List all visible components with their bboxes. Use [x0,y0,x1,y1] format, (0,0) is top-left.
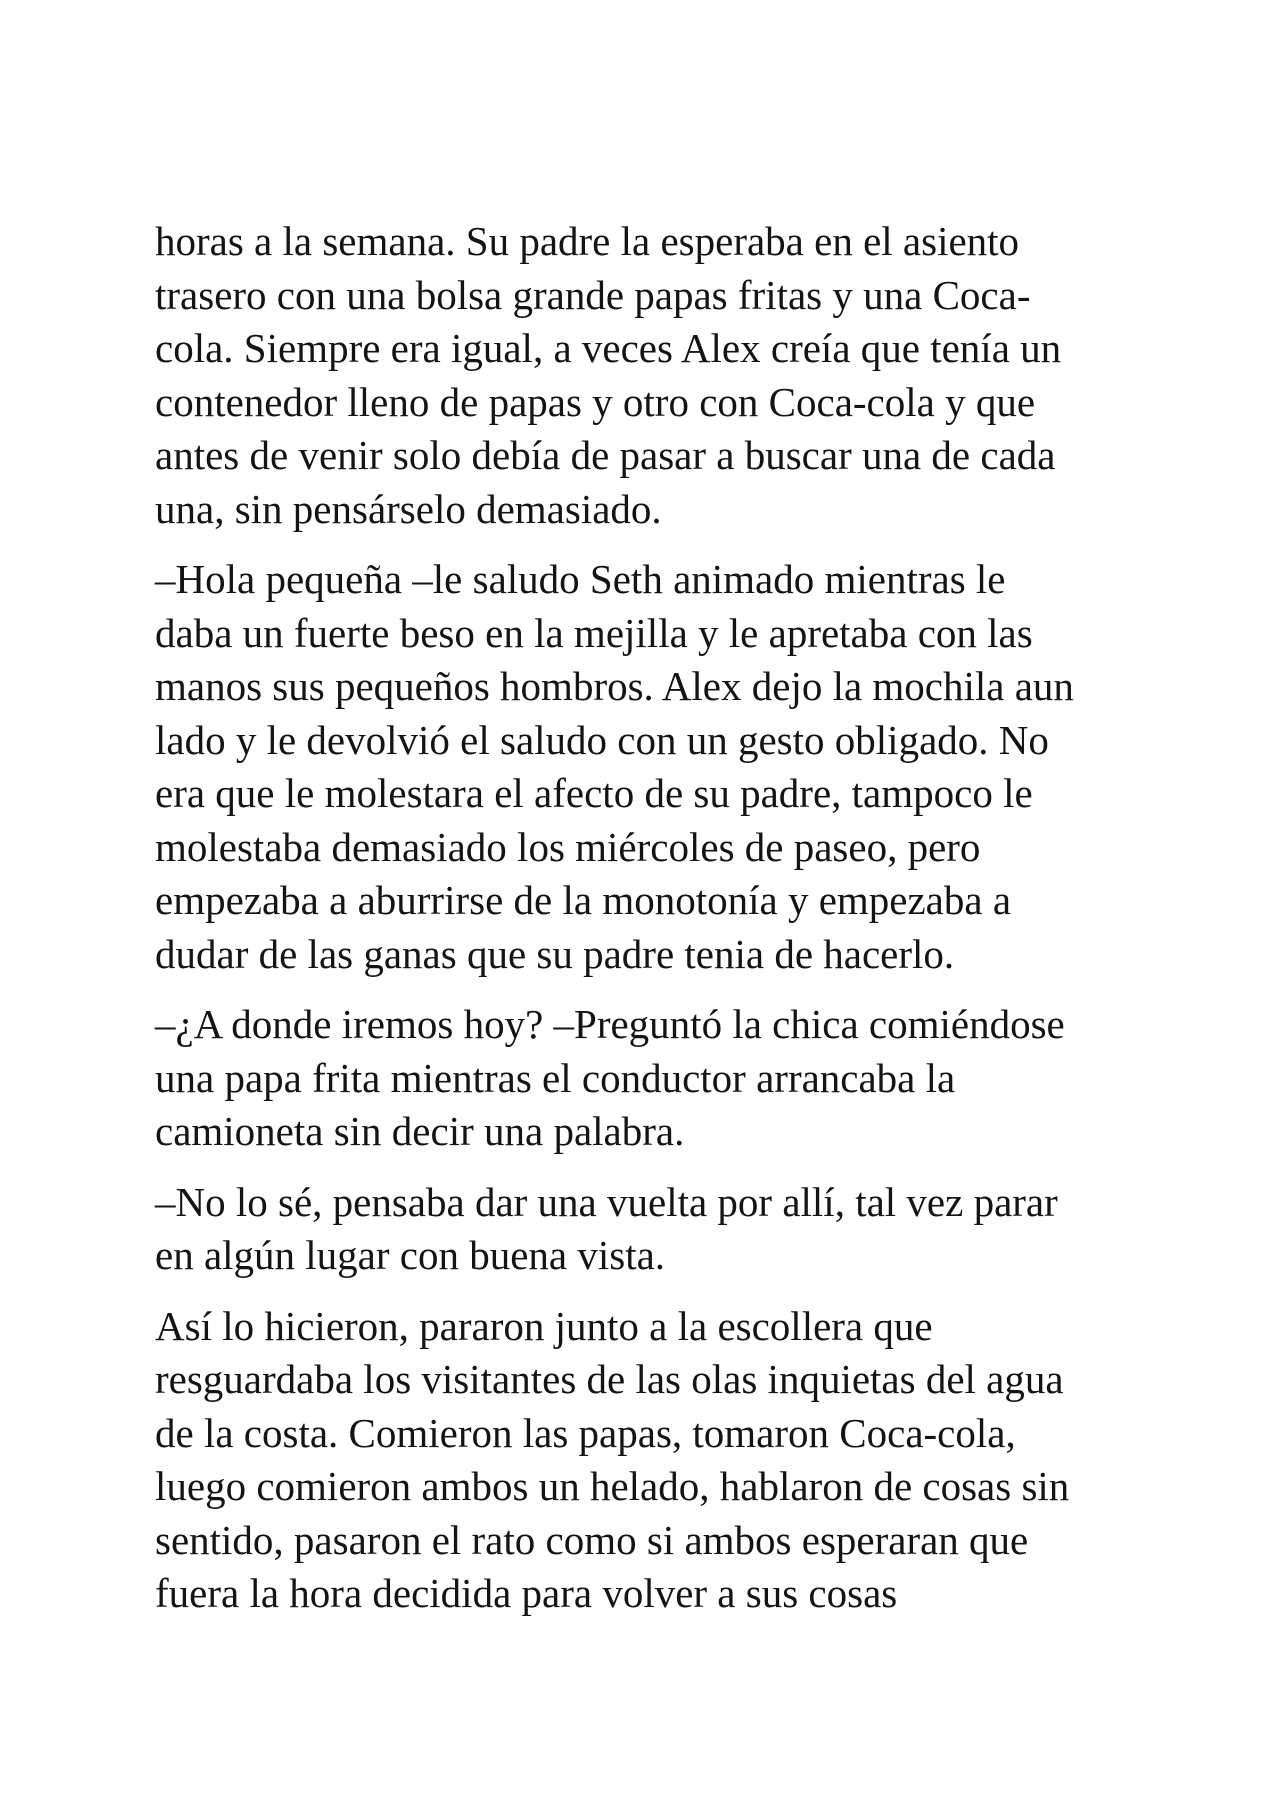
text-line: resguardaba los visitantes de las olas inquietas del agua [155,1356,1064,1402]
text-line: lado y le devolvió el saludo con un gesto obligado. No [155,716,1049,763]
text-line: de la costa. Comieron las papas, tomaron Coca-cola, [155,1409,1016,1456]
text-line: cola. Siempre era igual, a veces Alex creía que tenía un [155,325,1062,371]
paragraph-4 [155,1176,1135,1283]
text-line: molestaba demasiado los miércoles de paseo, pero [155,823,981,870]
text-line: trasero con una bolsa grande papas fritas y una Coca- [155,271,1031,318]
text-line: contenedor lleno de papas y otro con Coca-cola y que [155,378,1036,425]
text-line: –Hola pequeña –le saludo Seth animado mientras le [155,556,1006,602]
text-line: era que le molestara el afecto de su padre, tampoco le [155,770,1033,816]
text-line: una papa frita mientras el conductor arrancaba la [155,1054,956,1101]
paragraph-5 [155,1300,1135,1621]
paragraph-2 [155,553,1135,981]
text-line: empezaba a aburrirse de la monotonía y empezaba a [155,877,1012,923]
text-line: manos sus pequeños hombros. Alex dejo la mochila aun [155,663,1074,709]
text-line: daba un fuerte beso en la mejilla y le apretaba con las [155,609,1033,656]
text-line: dudar de las ganas que su padre tenia de hacerlo. [155,930,955,977]
text-line: horas a la semana. Su padre la esperaba en el asiento [155,218,1020,264]
text-line: –No lo sé, pensaba dar una vuelta por allí, tal vez parar [155,1178,1058,1225]
text-line: sentido, pasaron el rato como si ambos esperaran que [155,1516,1029,1563]
document-page [155,215,1135,1638]
text-line: –¿A donde iremos hoy? –Preguntó la chica comiéndose [155,1001,1065,1047]
text-line: camioneta sin decir una palabra. [155,1108,685,1154]
text-line: en algún lugar con buena vista. [155,1232,666,1278]
text-line: antes de venir solo debía de pasar a buscar una de cada [155,432,1056,478]
text-line: una, sin pensárselo demasiado. [155,485,662,532]
paragraph-3 [155,998,1135,1159]
text-line: Así lo hicieron, pararon junto a la escollera que [155,1302,933,1349]
text-line: fuera la hora decidida para volver a sus cosas [155,1570,898,1616]
text-line: luego comieron ambos un helado, hablaron de cosas sin [155,1463,1070,1509]
paragraph-1 [155,215,1135,536]
